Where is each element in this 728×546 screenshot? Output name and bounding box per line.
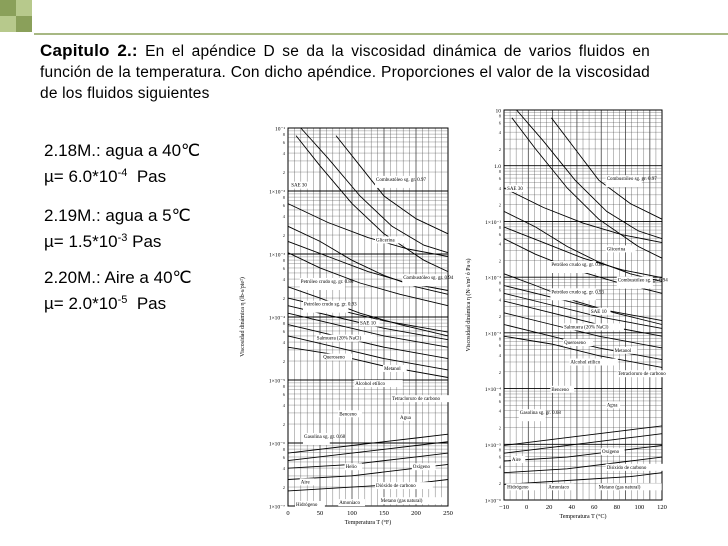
y-minor-tick-label: 6 xyxy=(498,287,501,293)
y-minor-tick-label: 4 xyxy=(282,151,285,157)
fluid-label: Gasolina sg. gr. 0.68 xyxy=(304,434,346,440)
y-axis-title: Viscosidad dinámica η (N·s/m² ó Pa·s) xyxy=(466,258,472,352)
y-decade-label: 1×10⁻² xyxy=(269,189,285,196)
answer-prefix: µ= 6.0*10 xyxy=(44,167,118,186)
fluid-label: Combustóleo sg. gr. 0.97 xyxy=(606,177,657,183)
fluid-label: Aire xyxy=(300,480,310,486)
fluid-label: Oxígeno xyxy=(412,465,431,471)
fluid-label: Combustóleo sg. gr. 0.94 xyxy=(617,278,668,284)
x-tick-label: 0 xyxy=(286,510,290,517)
y-decade-label: 1×10⁻⁴ xyxy=(268,315,285,322)
y-decade-label: 1×10⁻⁵ xyxy=(268,378,285,385)
fluid-label: Tetracloruro de carbono xyxy=(392,397,440,403)
y-minor-tick-label: 4 xyxy=(282,466,285,472)
y-minor-tick-label: 4 xyxy=(498,353,501,359)
x-tick-label: 40 xyxy=(568,504,575,511)
y-minor-tick-label: 2 xyxy=(498,146,501,152)
fluid-label: SAE 30 xyxy=(507,186,523,192)
fluid-label: Petróleo crudo sg. gr. 0.86 xyxy=(300,279,354,285)
y-minor-tick-label: 4 xyxy=(498,408,501,414)
problem-2-18 xyxy=(44,140,200,188)
y-decade-label: 1×10⁻¹ xyxy=(485,219,501,226)
answer-exponent: -4 xyxy=(117,167,128,179)
fluid-label: SAE 30 xyxy=(291,183,307,189)
y-minor-tick-label: 4 xyxy=(498,130,501,136)
deco-square xyxy=(0,16,16,32)
y-minor-tick-label: 8 xyxy=(282,447,285,453)
problem-2-20 xyxy=(44,267,192,315)
fluid-label: Metanol xyxy=(614,348,632,354)
x-axis-title: Temperatura T (°C) xyxy=(559,514,607,520)
x-tick-label: 60 xyxy=(591,504,598,511)
y-decade-label: 10 xyxy=(495,108,501,115)
x-tick-label: 80 xyxy=(613,504,621,511)
fluid-label: Tetracloruro de carbono xyxy=(617,372,666,378)
answer-unit: Pas xyxy=(127,167,167,186)
problem-label: 2.19M.: agua a 5℃ xyxy=(44,206,191,225)
x-tick-label: −10 xyxy=(498,504,510,511)
y-decade-label: 1×10⁻³ xyxy=(485,331,501,338)
fluid-label: Agua xyxy=(606,403,618,409)
y-minor-tick-label: 6 xyxy=(282,202,285,208)
y-minor-tick-label: 2 xyxy=(282,485,285,491)
problem-answer xyxy=(44,162,200,188)
x-tick-label: 250 xyxy=(443,510,453,517)
fluid-label: Combustóleo sg. gr. 0.97 xyxy=(376,177,427,183)
viscosity-chart-us-svg xyxy=(228,118,460,534)
answer-prefix: µ= 2.0*10 xyxy=(44,294,118,313)
y-minor-tick-label: 6 xyxy=(282,265,285,271)
fluid-label: Queroseno xyxy=(323,355,345,361)
problem-2-19 xyxy=(44,205,191,253)
y-minor-tick-label: 4 xyxy=(282,214,285,220)
fluid-label: Petróleo crudo sg. gr. 0.93 xyxy=(304,302,357,308)
y-minor-tick-label: 2 xyxy=(498,202,501,208)
y-decade-label: 1×10⁻³ xyxy=(269,252,285,259)
viscosity-chart-si xyxy=(462,100,668,535)
x-axis-title: Temperatura T (°F) xyxy=(344,520,392,526)
title-lead: Capitulo 2.: xyxy=(40,41,138,60)
y-minor-tick-label: 2 xyxy=(498,314,501,320)
y-minor-tick-label: 2 xyxy=(498,425,501,431)
y-minor-tick-label: 8 xyxy=(282,132,285,138)
fluid-label: Aire xyxy=(511,458,521,463)
fluid-label: Benceno xyxy=(339,412,357,418)
y-decade-label: 1×10⁻⁶ xyxy=(484,498,501,505)
slide-title xyxy=(40,40,650,104)
x-tick-label: 20 xyxy=(545,504,553,511)
y-decade-label: 1×10⁻⁴ xyxy=(484,387,501,394)
y-minor-tick-label: 2 xyxy=(498,481,501,487)
fluid-label: Petróleo crudo sg. gr. 0.86 xyxy=(551,263,605,268)
fluid-label: Salmuera (20% NaCl) xyxy=(316,336,362,342)
fluid-label: Oxígeno xyxy=(601,450,620,456)
answer-prefix: µ= 1.5*10 xyxy=(44,232,118,251)
y-minor-tick-label: 2 xyxy=(498,369,501,375)
y-minor-tick-label: 2 xyxy=(282,233,285,239)
y-minor-tick-label: 4 xyxy=(498,185,501,191)
y-decade-label: 1×10⁻⁶ xyxy=(268,441,285,448)
y-minor-tick-label: 8 xyxy=(282,321,285,327)
fluid-label: Glicerina xyxy=(376,238,395,244)
y-minor-tick-label: 8 xyxy=(498,224,501,230)
y-decade-label: 10⁻¹ xyxy=(274,126,285,133)
problem-answer xyxy=(44,289,192,315)
y-minor-tick-label: 4 xyxy=(498,464,501,470)
y-minor-tick-label: 2 xyxy=(282,422,285,428)
fluid-label: Alcohol etílico xyxy=(355,382,386,388)
fluid-label: Glicerina xyxy=(606,247,626,253)
fluid-label: Alcohol etílico xyxy=(570,360,601,366)
y-minor-tick-label: 2 xyxy=(282,296,285,302)
fluid-label: Dióxido de carbono xyxy=(376,484,416,490)
fluid-label: Dióxido de carbono xyxy=(606,465,647,471)
y-axis-title: Viscosidad dinámica η (lb-s/pie²) xyxy=(240,277,246,357)
y-minor-tick-label: 6 xyxy=(498,231,501,237)
y-minor-tick-label: 8 xyxy=(498,447,501,453)
fluid-label: Combustóleo sg. gr. 0.94 xyxy=(403,276,454,282)
y-minor-tick-label: 2 xyxy=(498,258,501,264)
fluid-label: Hidrógeno xyxy=(507,485,529,491)
fluid-label: Hidrógeno xyxy=(296,503,318,508)
fluid-label: SAE 10 xyxy=(360,321,376,327)
slide-decoration xyxy=(0,0,728,40)
fluid-label: Amoníaco xyxy=(339,501,361,507)
y-minor-tick-label: 4 xyxy=(282,403,285,409)
y-decade-label: 1×10⁻⁷ xyxy=(268,504,285,511)
x-tick-label: 120 xyxy=(657,504,667,511)
fluid-label: Helio xyxy=(345,465,357,471)
y-minor-tick-label: 8 xyxy=(498,280,501,286)
x-tick-label: 200 xyxy=(411,510,421,517)
y-minor-tick-label: 6 xyxy=(498,120,501,126)
fluid-label: Benceno xyxy=(551,387,569,393)
y-minor-tick-label: 4 xyxy=(282,340,285,346)
y-minor-tick-label: 6 xyxy=(282,391,285,397)
y-minor-tick-label: 8 xyxy=(498,169,501,175)
y-minor-tick-label: 4 xyxy=(282,277,285,283)
y-minor-tick-label: 2 xyxy=(282,170,285,176)
y-minor-tick-label: 6 xyxy=(498,398,501,404)
problem-label: 2.18M.: agua a 40℃ xyxy=(44,141,201,160)
problem-label: 2.20M.: Aire a 40℃ xyxy=(44,268,192,287)
fluid-label: Metano (gas natural) xyxy=(380,499,423,505)
answer-exponent: -5 xyxy=(117,294,128,306)
y-minor-tick-label: 6 xyxy=(282,454,285,460)
answer-unit: Pas xyxy=(127,232,162,251)
y-decade-label: 1.0 xyxy=(494,164,501,171)
fluid-label: Metano (gas natural) xyxy=(598,485,641,491)
x-tick-label: 100 xyxy=(347,510,357,517)
y-minor-tick-label: 6 xyxy=(498,343,501,349)
fluid-label: Queroseno xyxy=(564,341,586,346)
answer-exponent: -3 xyxy=(117,232,128,244)
y-minor-tick-label: 8 xyxy=(498,336,501,342)
y-minor-tick-label: 8 xyxy=(282,258,285,264)
viscosity-chart-us xyxy=(228,118,460,539)
y-decade-label: 1×10⁻² xyxy=(485,275,501,282)
y-minor-tick-label: 8 xyxy=(498,391,501,397)
viscosity-chart-si-svg xyxy=(462,100,668,530)
fluid-label: Metanol xyxy=(384,366,401,372)
y-minor-tick-label: 8 xyxy=(282,195,285,201)
y-minor-tick-label: 6 xyxy=(498,176,501,182)
title-text: En el apéndice D se da la viscosidad dinámica de varios fluidos en función de la temperatura. Con dicho apéndice. Proporciones el valor de la viscosidad de los fluidos siguientes xyxy=(40,43,650,102)
deco-square xyxy=(0,0,16,16)
fluid-label: Salmuera (20% NaCl) xyxy=(564,325,609,331)
x-tick-label: 50 xyxy=(316,510,324,517)
y-minor-tick-label: 4 xyxy=(498,241,501,247)
y-minor-tick-label: 6 xyxy=(282,328,285,334)
y-minor-tick-label: 8 xyxy=(282,384,285,390)
y-decade-label: 1×10⁻⁵ xyxy=(484,442,501,449)
y-minor-tick-label: 8 xyxy=(498,113,501,119)
fluid-label: Agua xyxy=(400,416,411,422)
y-minor-tick-label: 6 xyxy=(282,139,285,145)
deco-square xyxy=(16,16,32,32)
fluid-label: Petróleo crudo sg. gr. 0.93 xyxy=(551,290,605,296)
answer-unit: Pas xyxy=(127,294,167,313)
deco-square xyxy=(16,0,32,16)
x-tick-label: 150 xyxy=(379,510,389,517)
problem-answer xyxy=(44,227,191,253)
y-minor-tick-label: 4 xyxy=(498,297,501,303)
fluid-label: Amoníaco xyxy=(548,485,570,491)
x-tick-label: 0 xyxy=(524,504,529,511)
fluid-label: SAE 10 xyxy=(590,309,607,315)
y-minor-tick-label: 6 xyxy=(498,454,501,460)
x-tick-label: 100 xyxy=(634,504,645,511)
fluid-label: Gasolina sg. gr. 0.68 xyxy=(519,411,561,417)
y-minor-tick-label: 2 xyxy=(282,359,285,365)
